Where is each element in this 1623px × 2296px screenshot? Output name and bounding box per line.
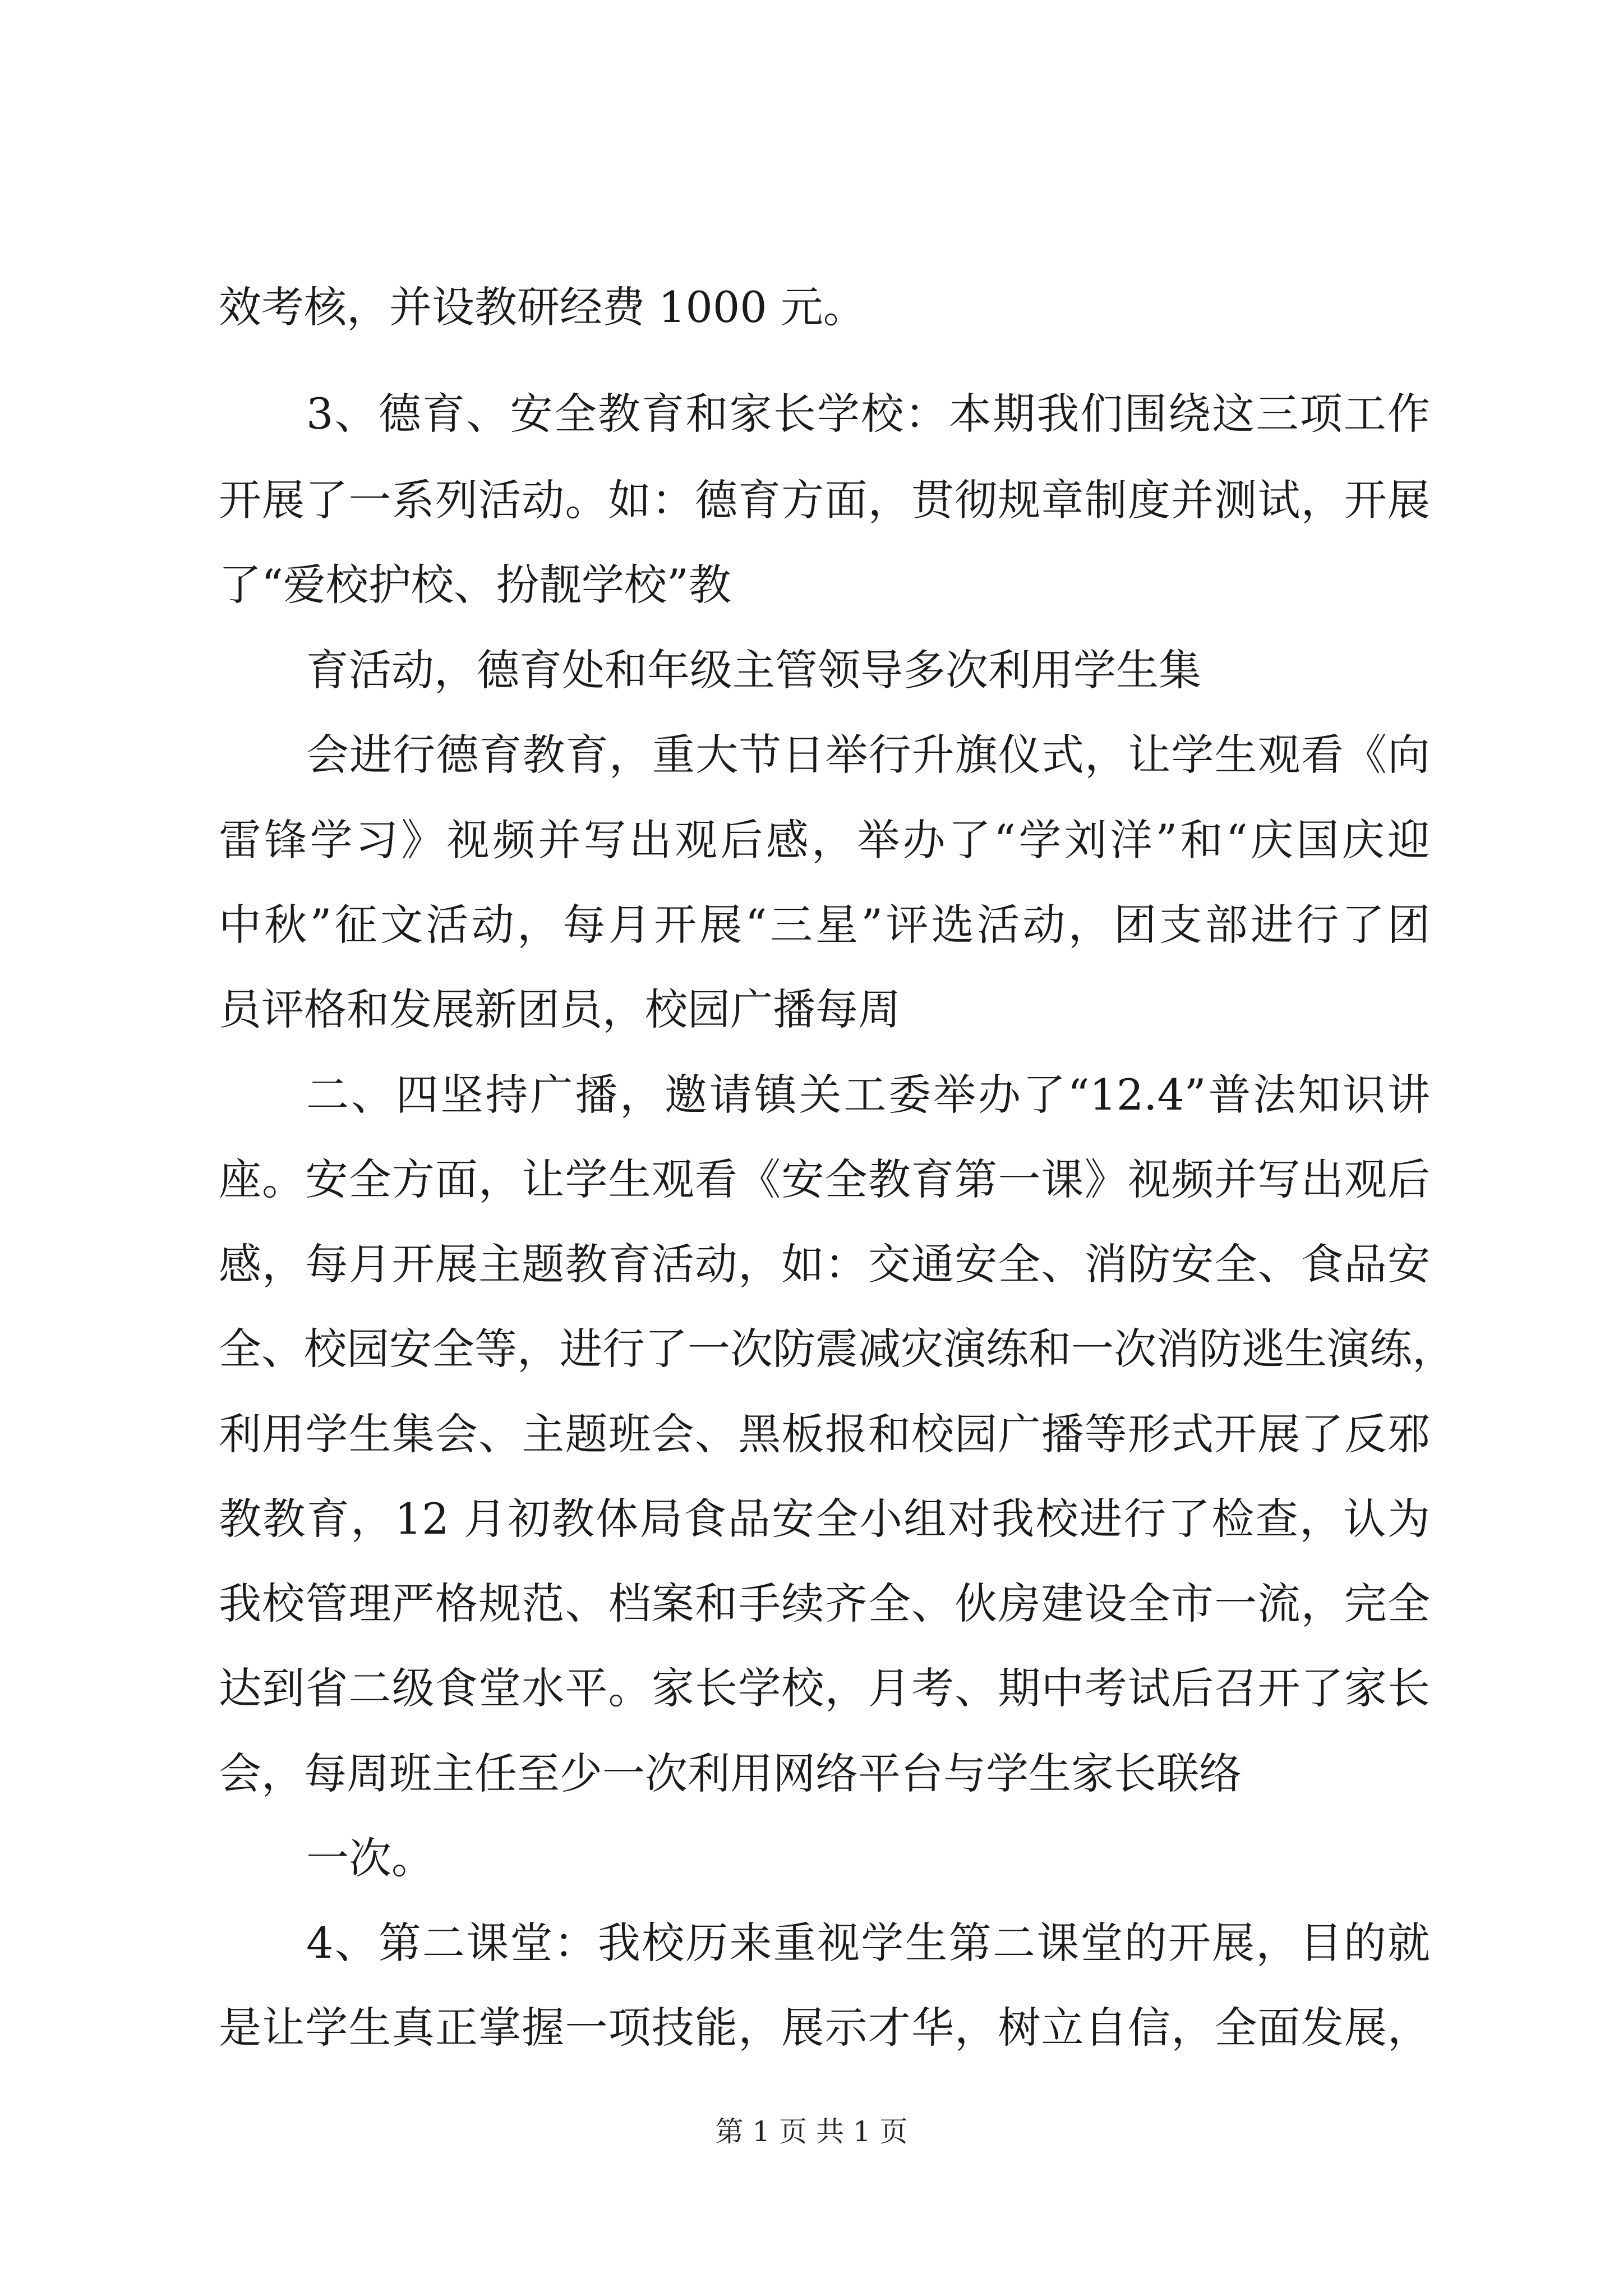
text-line: 开展了一系列活动。如：德育方面，贯彻规章制度并测试，开展 <box>219 475 1430 525</box>
text-line: 效考核，并设教研经费 1000 元。 <box>219 282 866 332</box>
text-line: 一次。 <box>306 1833 434 1883</box>
text-line: 利用学生集会、主题班会、黑板报和校园广播等形式开展了反邪 <box>219 1409 1430 1459</box>
text-line: 中秋”征文活动，每月开展“三星”评选活动，团支部进行了团 <box>219 900 1430 950</box>
page-footer: 第 1 页 共 1 页 <box>715 2115 908 2148</box>
text-line: 二、四坚持广播，邀请镇关工委举办了“12.4”普法知识讲 <box>306 1070 1430 1120</box>
text-line: 会，每周班主任至少一次利用网络平台与学生家长联络 <box>219 1749 1242 1798</box>
text-line: 员评格和发展新团员，校园广播每周 <box>219 984 901 1034</box>
text-line: 会进行德育教育，重大节日举行升旗仪式，让学生观看《向 <box>306 730 1430 780</box>
text-line: 4、第二课堂：我校历来重视学生第二课堂的开展，目的就 <box>306 1918 1430 1968</box>
text-line: 感，每月开展主题教育活动，如：交通安全、消防安全、食品安 <box>219 1239 1430 1289</box>
text-line: 了“爱校护校、扮靓学校”教 <box>219 560 731 610</box>
text-line: 座。安全方面，让学生观看《安全教育第一课》视频并写出观后 <box>219 1154 1430 1204</box>
text-line: 全、校园安全等，进行了一次防震减灾演练和一次消防逃生演练， <box>219 1324 1455 1374</box>
text-line: 达到省二级食堂水平。家长学校，月考、期中考试后召开了家长 <box>219 1663 1430 1713</box>
text-line: 3、德育、安全教育和家长学校：本期我们围绕这三项工作 <box>306 389 1430 439</box>
text-line: 是让学生真正掌握一项技能，展示才华，树立自信，全面发展， <box>219 2003 1430 2053</box>
text-line: 雷锋学习》视频并写出观后感，举办了“学刘洋”和“庆国庆迎 <box>219 815 1430 865</box>
text-line: 育活动，德育处和年级主管领导多次利用学生集 <box>306 645 1201 695</box>
text-line: 教教育，12 月初教体局食品安全小组对我校进行了检查，认为 <box>219 1494 1430 1544</box>
text-line: 我校管理严格规范、档案和手续齐全、伙房建设全市一流，完全 <box>219 1579 1430 1628</box>
